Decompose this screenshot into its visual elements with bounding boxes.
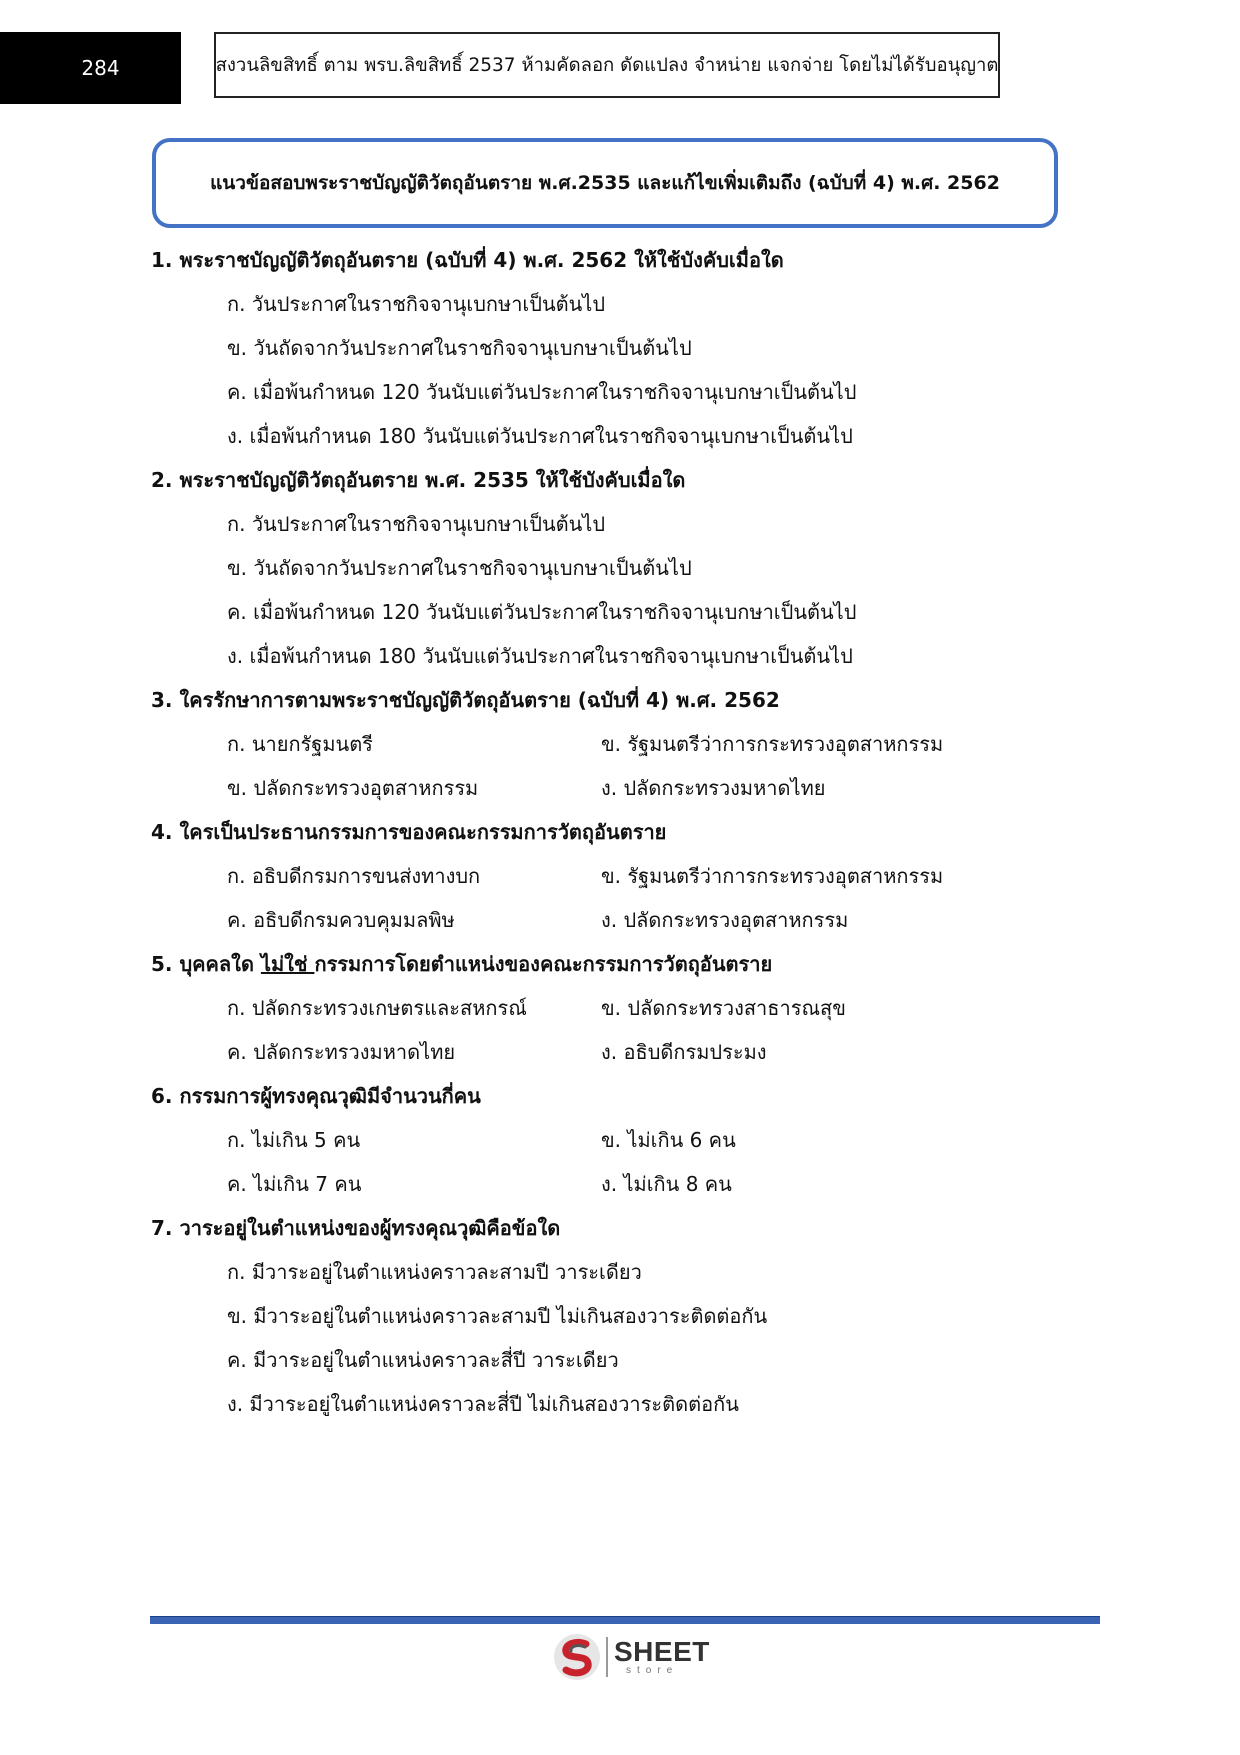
question-5-underlined-not: ไม่ใช่ xyxy=(260,952,315,976)
question-3-option-c: ข. ปลัดกระทรวงอุตสาหกรรม xyxy=(227,776,479,800)
section-title: แนวข้อสอบพระราชบัญญัติวัตถุอันตราย พ.ศ.2535 และแก้ไขเพิ่มเติมถึง (ฉบับที่ 4) พ.ศ. 2562 xyxy=(152,138,1058,228)
question-7-option-a: ก. มีวาระอยู่ในตำแหน่งคราวละสามปี วาระเดียว xyxy=(227,1260,642,1284)
page-number: 284 xyxy=(0,32,181,104)
question-5-option-a: ก. ปลัดกระทรวงเกษตรและสหกรณ์ xyxy=(227,996,527,1020)
question-5-option-d: ง. อธิบดีกรมประมง xyxy=(601,1040,767,1064)
sheet-store-logo xyxy=(552,1629,722,1685)
question-5-option-c: ค. ปลัดกระทรวงมหาดไทย xyxy=(227,1040,456,1064)
question-2: 2. พระราชบัญญัติวัตถุอันตราย พ.ศ. 2535 ให้ใช้บังคับเมื่อใด xyxy=(151,468,686,492)
question-6: 6. กรรมการผู้ทรงคุณวุฒิมีจำนวนกี่คน xyxy=(151,1084,481,1108)
question-6-option-b: ข. ไม่เกิน 6 คน xyxy=(601,1128,736,1152)
question-6-option-c: ค. ไม่เกิน 7 คน xyxy=(227,1172,362,1196)
question-3-option-d: ง. ปลัดกระทรวงมหาดไทย xyxy=(601,776,826,800)
question-4-option-d: ง. ปลัดกระทรวงอุตสาหกรรม xyxy=(601,908,849,932)
question-3: 3. ใครรักษาการตามพระราชบัญญัติวัตถุอันตราย (ฉบับที่ 4) พ.ศ. 2562 xyxy=(151,688,780,712)
question-4-option-a: ก. อธิบดีกรมการขนส่งทางบก xyxy=(227,864,481,888)
question-3-option-b: ข. รัฐมนตรีว่าการกระทรวงอุตสาหกรรม xyxy=(601,732,944,756)
footer-rule xyxy=(150,1616,1100,1624)
question-7-option-d: ง. มีวาระอยู่ในตำแหน่งคราวละสี่ปี ไม่เกินสองวาระติดต่อกัน xyxy=(227,1392,739,1416)
copyright-notice: สงวนลิขสิทธิ์ ตาม พรบ.ลิขสิทธิ์ 2537 ห้ามคัดลอก ดัดแปลง จำหน่าย แจกจ่าย โดยไม่ได้รับอนุญาต xyxy=(214,32,1000,98)
sheet-store-s-logo-icon xyxy=(552,1632,602,1682)
question-7: 7. วาระอยู่ในตำแหน่งของผู้ทรงคุณวุฒิคือข้อใด xyxy=(151,1216,561,1240)
question-1-option-d: ง. เมื่อพ้นกำหนด 180 วันนับแต่วันประกาศในราชกิจจานุเบกษาเป็นต้นไป xyxy=(227,424,853,448)
question-2-option-c: ค. เมื่อพ้นกำหนด 120 วันนับแต่วันประกาศในราชกิจจานุเบกษาเป็นต้นไป xyxy=(227,600,857,624)
question-5-option-b: ข. ปลัดกระทรวงสาธารณสุข xyxy=(601,996,846,1020)
question-1-option-a: ก. วันประกาศในราชกิจจานุเบกษาเป็นต้นไป xyxy=(227,292,606,316)
logo-subtext: store xyxy=(626,1665,679,1676)
question-2-option-d: ง. เมื่อพ้นกำหนด 180 วันนับแต่วันประกาศในราชกิจจานุเบกษาเป็นต้นไป xyxy=(227,644,853,668)
question-5-suffix: กรรมการโดยตำแหน่งของคณะกรรมการวัตถุอันตราย xyxy=(314,952,773,976)
question-6-option-a: ก. ไม่เกิน 5 คน xyxy=(227,1128,361,1152)
question-4: 4. ใครเป็นประธานกรรมการของคณะกรรมการวัตถุอันตราย xyxy=(151,820,667,844)
question-7-option-c: ค. มีวาระอยู่ในตำแหน่งคราวละสี่ปี วาระเดียว xyxy=(227,1348,619,1372)
question-4-option-c: ค. อธิบดีกรมควบคุมมลพิษ xyxy=(227,908,455,932)
question-3-option-a: ก. นายกรัฐมนตรี xyxy=(227,732,373,756)
question-2-option-a: ก. วันประกาศในราชกิจจานุเบกษาเป็นต้นไป xyxy=(227,512,606,536)
logo-text xyxy=(614,1638,710,1676)
question-1-option-b: ข. วันถัดจากวันประกาศในราชกิจจานุเบกษาเป็นต้นไป xyxy=(227,336,692,360)
logo-separator xyxy=(606,1637,608,1677)
question-1: 1. พระราชบัญญัติวัตถุอันตราย (ฉบับที่ 4) พ.ศ. 2562 ให้ใช้บังคับเมื่อใด xyxy=(151,248,784,272)
logo-wordmark: SHEET xyxy=(614,1636,710,1667)
question-4-option-b: ข. รัฐมนตรีว่าการกระทรวงอุตสาหกรรม xyxy=(601,864,944,888)
question-7-option-b: ข. มีวาระอยู่ในตำแหน่งคราวละสามปี ไม่เกินสองวาระติดต่อกัน xyxy=(227,1304,768,1328)
question-1-option-c: ค. เมื่อพ้นกำหนด 120 วันนับแต่วันประกาศในราชกิจจานุเบกษาเป็นต้นไป xyxy=(227,380,857,404)
question-5 xyxy=(151,948,772,980)
question-2-option-b: ข. วันถัดจากวันประกาศในราชกิจจานุเบกษาเป็นต้นไป xyxy=(227,556,692,580)
question-5-prefix: 5. บุคคลใด xyxy=(151,952,261,976)
question-6-option-d: ง. ไม่เกิน 8 คน xyxy=(601,1172,732,1196)
